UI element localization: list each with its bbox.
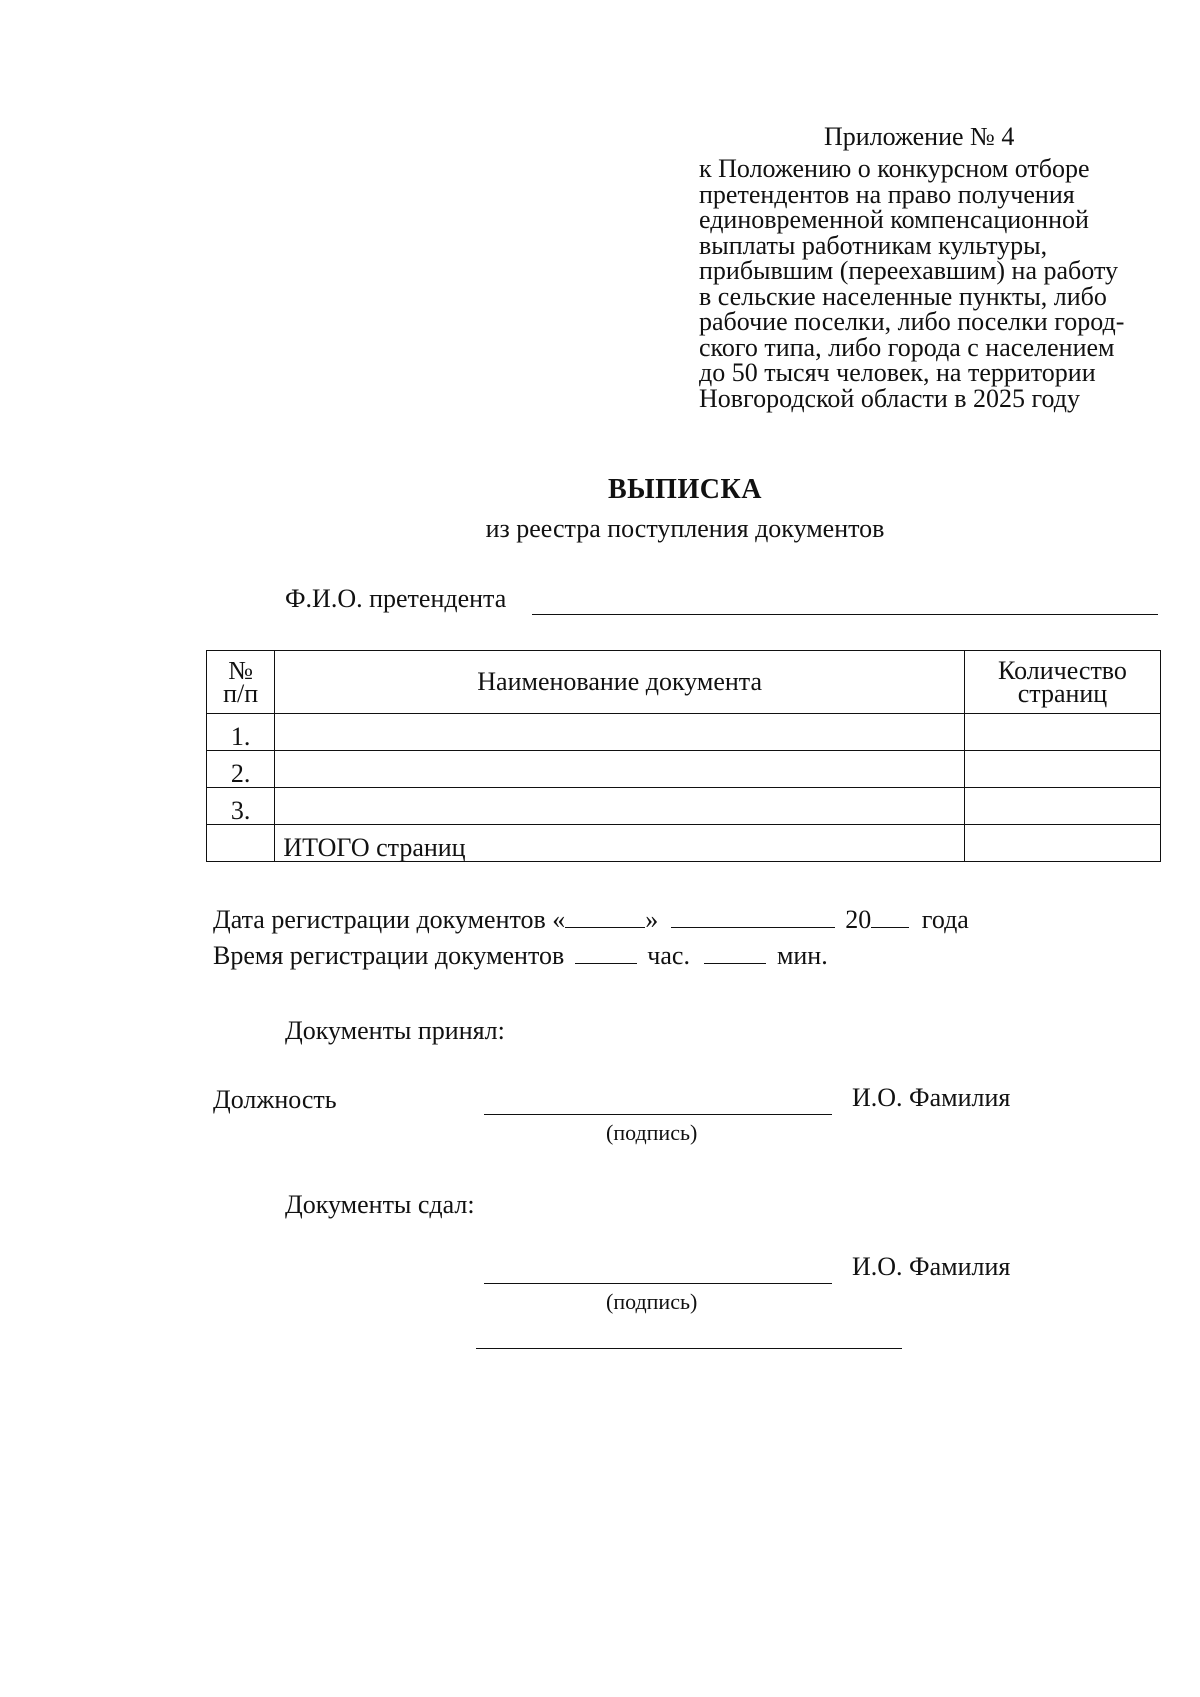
received-signature-field[interactable] [484, 1114, 832, 1115]
signature-caption: (подпись) [606, 1120, 698, 1145]
document-title: ВЫПИСКА [608, 474, 762, 505]
page-count-cell[interactable] [964, 751, 1160, 788]
appendix-line: выплаты работникам культуры, [699, 230, 1048, 260]
total-number-cell [207, 825, 275, 862]
signature-caption: (подпись) [606, 1289, 698, 1314]
table-total-row [207, 825, 1161, 862]
table-row [207, 788, 1161, 825]
registration-time-line [213, 941, 828, 971]
row-number: 3. [207, 788, 275, 825]
header-page-count: Количество страниц [964, 651, 1160, 714]
header-number: № п/п [207, 651, 275, 714]
appendix-line: до 50 тысяч человек, на территории [699, 358, 1096, 387]
month-field[interactable] [671, 905, 835, 928]
document-name-cell[interactable] [275, 788, 965, 825]
appendix-line: ского типа, либо города с населением [699, 332, 1115, 362]
header-document-name: Наименование документа [275, 651, 965, 714]
registration-date-label: Дата регистрации документов « [213, 905, 566, 934]
document-subtitle: из реестра поступления документов [485, 514, 885, 543]
applicant-label: Ф.И.О. претендента [285, 584, 507, 613]
hours-field[interactable] [575, 941, 637, 964]
closing-divider [476, 1348, 902, 1349]
table-row [207, 714, 1161, 751]
appendix-header [699, 121, 1169, 411]
page-count-cell[interactable] [964, 788, 1160, 825]
appendix-line: к Положению о конкурсном отборе [699, 154, 1090, 183]
appendix-line: в сельские населенные пункты, либо [699, 281, 1107, 311]
submitted-name: И.О. Фамилия [852, 1252, 1011, 1281]
received-name: И.О. Фамилия [852, 1083, 1011, 1112]
submitted-heading: Документы сдал: [285, 1190, 475, 1219]
appendix-line: прибывшим (переехавшим) на работу [699, 256, 1118, 285]
appendix-line: Новгородской области в 2025 году [699, 383, 1080, 413]
page-count-cell[interactable] [964, 714, 1160, 751]
appendix-line: единовременной компенсационной [699, 205, 1089, 234]
minutes-label: мин. [776, 941, 828, 970]
total-label: ИТОГО страниц [275, 825, 965, 862]
year-suffix: года [921, 905, 969, 934]
close-quote: » [645, 905, 659, 934]
appendix-body [699, 156, 1169, 411]
documents-table [206, 650, 1161, 862]
row-number: 1. [207, 714, 275, 751]
document-name-cell[interactable] [275, 714, 965, 751]
received-heading: Документы принял: [285, 1016, 505, 1045]
minutes-field[interactable] [704, 941, 766, 964]
document-name-cell[interactable] [275, 751, 965, 788]
hours-label: час. [647, 941, 690, 970]
applicant-name-field[interactable] [532, 614, 1158, 615]
table-header-row [207, 651, 1161, 714]
registration-date-line [213, 905, 969, 935]
day-field[interactable] [565, 905, 645, 928]
appendix-line: рабочие поселки, либо поселки город- [699, 307, 1125, 336]
row-number: 2. [207, 751, 275, 788]
year-field[interactable] [871, 905, 909, 928]
total-page-count-cell[interactable] [964, 825, 1160, 862]
submitted-signature-field[interactable] [484, 1283, 832, 1284]
table-row [207, 751, 1161, 788]
registration-time-label: Время регистрации документов [213, 941, 565, 970]
position-label: Должность [213, 1085, 337, 1114]
year-prefix: 20 [845, 905, 872, 934]
appendix-title: Приложение № 4 [824, 122, 1015, 151]
appendix-line: претендентов на право получения [699, 179, 1075, 209]
